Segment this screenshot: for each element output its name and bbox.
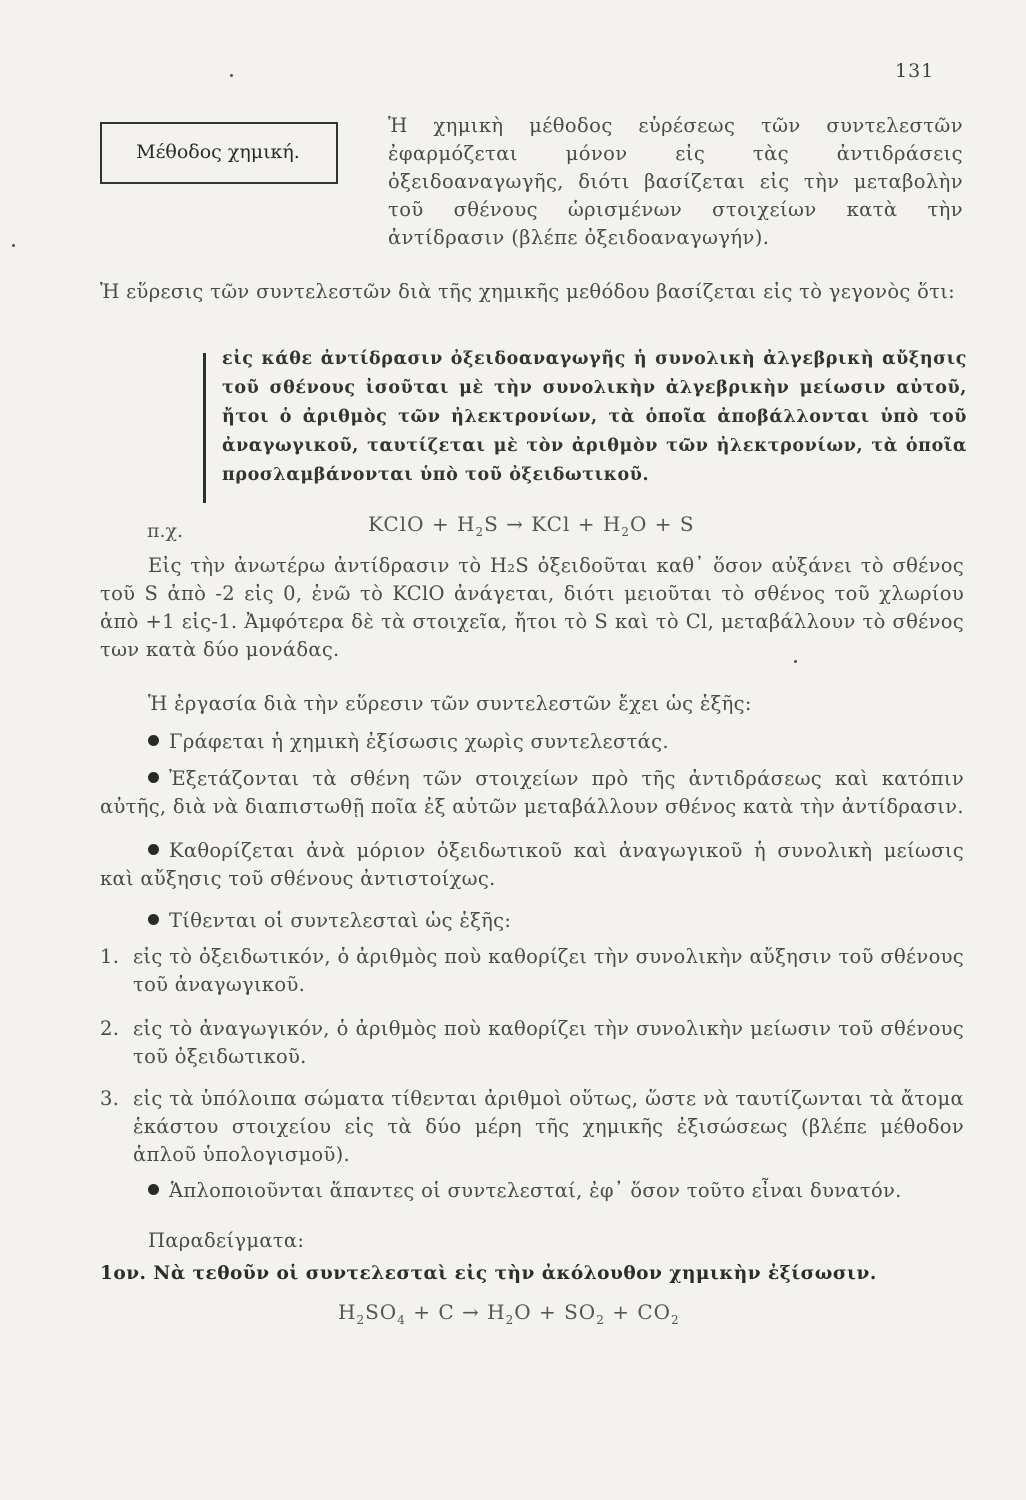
item-number: 2. bbox=[100, 1017, 120, 1040]
example-label: π.χ. bbox=[147, 520, 184, 542]
intro-paragraph: Ἡ χημικὴ μέθοδος εὑρέσεως τῶν συντελεστῶν ἐφαρμόζεται μόνον εἰς τὰς ἀντιδράσεις ὀξειδοαναγωγῆς, διότι βασίζεται εἰς τὴν μεταβολὴν τοῦ σθένους ὡρισμένων στοιχείων κατὰ τὴν ἀντίδρασιν (βλέπε ὀξειδοαναγωγήν). bbox=[388, 114, 963, 249]
eq-arrow: → bbox=[506, 512, 524, 536]
numbered-item-3 bbox=[100, 1085, 964, 1171]
eq-product-kcl: KCl bbox=[531, 512, 571, 536]
scan-speck bbox=[12, 244, 15, 247]
step-3: Καθορίζεται ἀνὰ μόριον ὀξειδωτικοῦ καὶ ἀναγωγικοῦ ἡ συνολικὴ μείωσις καὶ αὔξησις τοῦ σθένους ἀντιστοίχως. bbox=[100, 839, 964, 890]
example-1-heading: 1ον. Νὰ τεθοῦν οἱ συντελεσταὶ εἰς τὴν ἀκόλουθον χημικὴν ἐξίσωσιν. bbox=[100, 1263, 877, 1284]
eq-h2o: $H_2O$ bbox=[487, 1300, 532, 1327]
eq-so2: $SO_2$ bbox=[564, 1300, 605, 1327]
step-2: Ἐξετάζονται τὰ σθένη τῶν στοιχείων πρὸ τῆς ἀντιδράσεως καὶ κατόπιν αὐτῆς, διὰ νὰ διαπιστωθῇ ποῖα ἐξ αὐτῶν μεταβάλλουν σθένος κατὰ τὴν ἀντίδρασιν. bbox=[100, 767, 964, 818]
example-equation bbox=[368, 512, 695, 539]
numbered-item-1 bbox=[100, 943, 964, 1001]
item-number: 3. bbox=[100, 1087, 120, 1110]
numbered-item-2 bbox=[100, 1015, 964, 1073]
examples-heading: Παραδείγματα: bbox=[148, 1229, 305, 1252]
item-text: εἰς τὸ ὀξειδωτικόν, ὁ ἀριθμὸς ποὺ καθορίζει τὴν συνολικὴν αὔξησιν τοῦ σθένους τοῦ ἀναγωγικοῦ. bbox=[133, 945, 964, 996]
basis-paragraph: Ἡ εὕρεσις τῶν συντελεστῶν διὰ τῆς χημικῆς μεθόδου βασίζεται εἰς τὸ γεγονὸς ὅτι: bbox=[100, 280, 956, 303]
item-text: εἰς τὸ ἀναγωγικόν, ὁ ἀριθμὸς ποὺ καθορίζει τὴν συνολικὴν μείωσιν τοῦ σθένους τοῦ ὀξειδωτικοῦ. bbox=[133, 1017, 964, 1068]
eq-arrow: → bbox=[462, 1300, 480, 1324]
item-text: εἰς τὰ ὑπόλοιπα σώματα τίθενται ἀριθμοὶ οὕτως, ὥστε νὰ ταυτίζωνται τὰ ἄτομα ἑκάστου στοιχείου εἰς τὰ δύο μέρη τῆς χημικῆς ἐξισώσεως (βλέπε μέθοδον ἁπλοῦ ὑπολογισμοῦ). bbox=[133, 1087, 964, 1166]
item-number: 1. bbox=[100, 945, 120, 968]
eq-plus: + bbox=[413, 1300, 431, 1324]
eq-plus: + bbox=[654, 512, 673, 536]
page-number: 131 bbox=[895, 60, 935, 82]
bullet-icon bbox=[148, 735, 159, 746]
section-sidebox bbox=[100, 122, 338, 184]
section-sidebox-label: Μέθοδος χημική. bbox=[136, 141, 300, 163]
bullet-icon bbox=[148, 1184, 159, 1195]
eq-plus: + bbox=[538, 1300, 557, 1324]
step-1: Γράφεται ἡ χημικὴ ἐξίσωσις χωρὶς συντελεστάς. bbox=[148, 728, 964, 756]
eq-co2: $CO_2$ bbox=[637, 1300, 680, 1327]
eq-product-h2o: $H_2O$ bbox=[602, 512, 648, 539]
bullet-icon bbox=[148, 914, 159, 925]
rule-text: εἰς κάθε ἀντίδρασιν ὀξειδοαναγωγῆς ἡ συνολικὴ ἀλγεβρικὴ αὔξησις τοῦ σθένους ἰσοῦται μὲ τὴν συνολικὴν ἀλγεβρικὴν μείωσιν αὐτοῦ, ἤτοι ὁ ἀριθμὸς τῶν ἠλεκτρονίων, τὰ ὁποῖα ἀποβάλλονται ὑπὸ τοῦ ἀναγωγικοῦ, ταυτίζεται μὲ τὸν ἀριθμὸν τῶν ἠλεκτρονίων, τὰ ὁποῖα προσλαμβάνονται ὑπὸ τοῦ ὀξειδωτικοῦ. bbox=[222, 349, 967, 485]
explanation-paragraph: Εἰς τὴν ἀνωτέρω ἀντίδρασιν τὸ H₂S ὀξειδοῦται καθ᾽ ὅσον αὐξάνει τὸ σθένος τοῦ S ἀπὸ -2 εἰς 0, ἐνῶ τὸ KClO ἀνάγεται, διότι μειοῦται τὸ σθένος τοῦ χλωρίου ἀπὸ +1 εἰς-1. Ἀμφότερα δὲ τὰ στοιχεῖα, ἤτοι τὸ S καὶ τὸ Cl, μεταβάλλουν τὸ σθένος των κατὰ δύο μονάδας. bbox=[100, 554, 964, 661]
eq-reactant-h2s: $H_2S$ bbox=[456, 512, 499, 539]
eq-plus: + bbox=[612, 1300, 630, 1324]
rule-block bbox=[203, 345, 967, 505]
step-4: Τίθενται οἱ συντελεσταὶ ὡς ἑξῆς: bbox=[148, 907, 964, 935]
bullet-icon bbox=[148, 844, 159, 855]
final-equation bbox=[338, 1300, 680, 1327]
bullet-icon bbox=[148, 772, 159, 783]
eq-reactant-kclo: KClO bbox=[368, 512, 425, 536]
scan-speck bbox=[794, 660, 797, 663]
procedure-intro: Ἡ ἐργασία διὰ τὴν εὕρεσιν τῶν συντελεστῶν ἔχει ὡς ἑξῆς: bbox=[148, 692, 752, 715]
final-step: Ἁπλοποιοῦνται ἅπαντες οἱ συντελεσταί, ἐφ᾽ ὅσον τοῦτο εἶναι δυνατόν. bbox=[148, 1177, 964, 1205]
eq-plus: + bbox=[577, 512, 596, 536]
eq-h2so4: $H_2SO_4$ bbox=[338, 1300, 406, 1327]
scan-speck bbox=[230, 74, 233, 77]
eq-plus: + bbox=[431, 512, 450, 536]
rule-bar bbox=[203, 353, 206, 503]
eq-product-s: S bbox=[679, 512, 695, 536]
eq-c: C bbox=[438, 1300, 455, 1324]
